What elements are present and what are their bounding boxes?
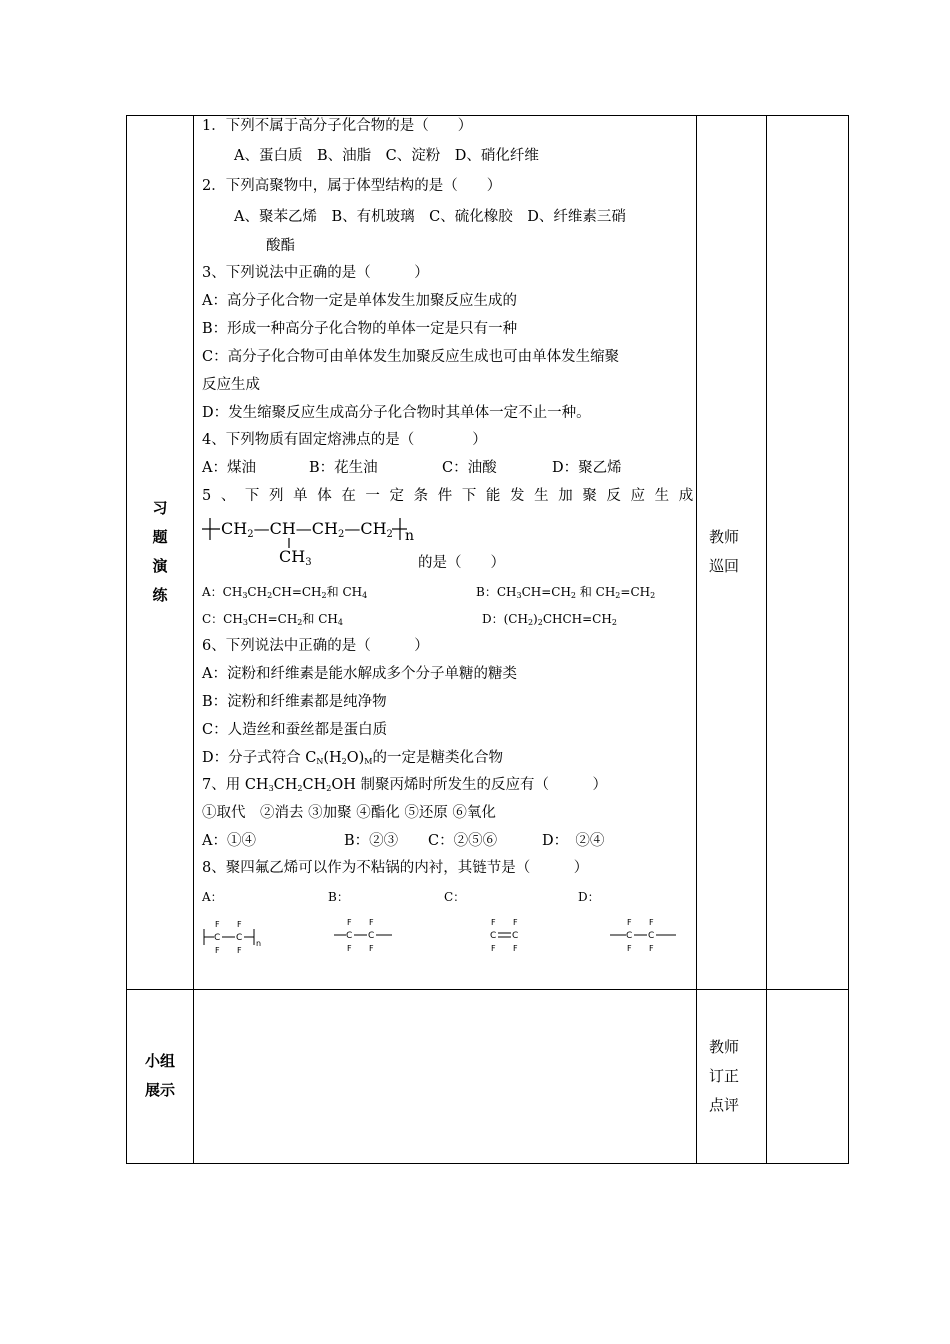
q5-option-a: A：$CH_3CH_2CH=CH_2$和 $CH_4$ — [202, 585, 368, 600]
svg-text:F: F — [215, 946, 220, 955]
q5-option-c: C：$CH_3CH=CH_2$和 $CH_4$ — [202, 612, 343, 627]
svg-text:F: F — [513, 944, 518, 953]
q2-stem: 2．下列高聚物中，属于体型结构的是（ ） — [202, 178, 502, 194]
exercise-note-cell — [697, 116, 767, 990]
q8-structure-c — [486, 917, 530, 953]
svg-text:F: F — [215, 920, 220, 929]
q8-structure-d — [610, 917, 682, 953]
q5-formula-n: n — [405, 528, 415, 544]
svg-text:C: C — [368, 931, 375, 941]
q7-stem: 7、用 $CH_3CH_2CH_2OH$ 制聚丙烯时所发生的反应有（ ） — [202, 777, 607, 793]
q5-formula-branch: CH3 — [279, 547, 312, 568]
svg-text:n: n — [256, 939, 262, 948]
svg-text:C: C — [214, 933, 221, 943]
exercise-label-char: 演 — [152, 557, 168, 576]
svg-text:F: F — [347, 944, 352, 953]
q3-option-d: D：发生缩聚反应生成高分子化合物时其单体一定不止一种。 — [202, 405, 591, 421]
q8-structure-a — [202, 919, 262, 955]
svg-text:F: F — [649, 944, 654, 953]
exercise-label-cell — [127, 116, 194, 990]
svg-text:C: C — [346, 931, 353, 941]
svg-text:C: C — [648, 931, 655, 941]
group-note-line: 点评 — [709, 1095, 740, 1114]
exercise-content-cell — [194, 116, 703, 990]
q3-option-c-line2: 反应生成 — [202, 377, 260, 393]
exercise-blank-cell — [767, 116, 849, 990]
q5-option-b: B：$CH_3CH=CH_2$ 和 $CH_2=CH_2$ — [476, 585, 656, 600]
svg-text:F: F — [347, 918, 352, 927]
q3-option-c-line1: C：高分子化合物可由单体发生加聚反应生成也可由单体发生缩聚 — [202, 349, 620, 365]
svg-text:F: F — [513, 918, 518, 927]
group-label-cell — [127, 989, 194, 1163]
q4-stem: 4、下列物质有固定熔沸点的是（ ） — [202, 432, 487, 448]
svg-text:C: C — [626, 931, 633, 941]
q4-option-d: D：聚乙烯 — [552, 460, 622, 476]
group-note-cell — [697, 989, 767, 1163]
q5-formula-main: CH2—CH—CH2—CH2 — [221, 519, 393, 540]
q4-option-c: C：油酸 — [442, 460, 497, 476]
q3-option-b: B：形成一种高分子化合物的单体一定是只有一种 — [202, 321, 518, 337]
exercise-note-line: 教师 — [709, 528, 740, 547]
q8-label-c: C： — [444, 890, 466, 904]
q6-option-c: C：人造丝和蚕丝都是蛋白质 — [202, 722, 388, 738]
q7-option-d: D： ②④ — [542, 833, 605, 849]
svg-text:F: F — [369, 944, 374, 953]
svg-text:F: F — [237, 946, 242, 955]
q3-stem: 3、下列说法中正确的是（ ） — [202, 265, 429, 281]
q5-polymer-formula — [202, 514, 417, 570]
q8-structure-b — [334, 917, 396, 953]
svg-text:F: F — [627, 944, 632, 953]
svg-text:F: F — [237, 920, 242, 929]
q6-option-d: D：分子式符合 $C_N(H_2O)_M$的一定是糖类化合物 — [202, 750, 503, 766]
q2-options-line1: A、聚苯乙烯 B、有机玻璃 C、硫化橡胶 D、纤维素三硝 — [234, 209, 626, 225]
q7-items: ①取代 ②消去 ③加聚 ④酯化 ⑤还原 ⑥氧化 — [202, 805, 496, 821]
q6-option-a: A：淀粉和纤维素是能水解成多个分子单糖的糖类 — [202, 666, 517, 682]
q8-label-b: B： — [328, 890, 349, 904]
svg-text:F: F — [491, 918, 496, 927]
exercise-label-char: 题 — [152, 528, 168, 547]
q7-option-b: B：②③ — [344, 833, 399, 849]
group-label-line: 小组 — [144, 1052, 175, 1071]
q4-option-b: B：花生油 — [309, 460, 378, 476]
exercise-note-line: 巡回 — [709, 557, 740, 576]
q3-option-a: A：高分子化合物一定是单体发生加聚反应生成的 — [202, 293, 517, 309]
svg-text:F: F — [649, 918, 654, 927]
q5-tail: 的是（ ） — [418, 555, 505, 571]
exercise-label-char: 练 — [152, 586, 168, 605]
svg-text:F: F — [491, 944, 496, 953]
q5-stem: 5、下列单体在一定条件下能发生加聚反应生成 — [202, 488, 703, 504]
group-blank-cell — [767, 989, 849, 1163]
q8-label-d: D： — [578, 890, 600, 904]
group-content-cell — [194, 989, 697, 1163]
q2-options-line2: 酸酯 — [266, 238, 295, 254]
svg-text:C: C — [490, 931, 497, 941]
q5-option-d: D：$(CH_2)_2CHCH=CH_2$ — [482, 612, 617, 627]
svg-text:C: C — [512, 931, 519, 941]
group-label-line: 展示 — [144, 1081, 175, 1100]
group-note-line: 订正 — [709, 1066, 740, 1085]
lesson-table — [126, 115, 849, 1164]
group-note-line: 教师 — [709, 1037, 740, 1056]
q6-option-b: B：淀粉和纤维素都是纯净物 — [202, 694, 387, 710]
exercise-label-char: 习 — [152, 499, 168, 518]
q7-option-a: A：①④ — [202, 833, 256, 849]
q8-stem: 8、聚四氟乙烯可以作为不粘锅的内衬，其链节是（ ） — [202, 860, 589, 876]
group-row — [127, 989, 849, 1163]
q1-stem: 1．下列不属于高分子化合物的是（ ） — [202, 118, 473, 134]
exercise-row — [127, 116, 849, 990]
svg-text:F: F — [369, 918, 374, 927]
q7-option-c: C：②⑤⑥ — [428, 833, 498, 849]
svg-text:F: F — [627, 918, 632, 927]
q4-option-a: A：煤油 — [202, 460, 256, 476]
svg-text:C: C — [236, 933, 243, 943]
q6-stem: 6、下列说法中正确的是（ ） — [202, 638, 429, 654]
q1-options: A、蛋白质 B、油脂 C、淀粉 D、硝化纤维 — [234, 148, 539, 164]
q8-label-a: A： — [202, 890, 223, 904]
